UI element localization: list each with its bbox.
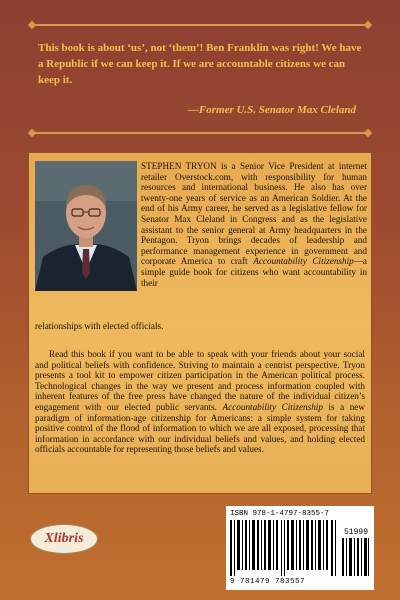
bottom-rule [32,132,368,134]
book-description [35,349,365,455]
ean-digits-text: 9 781479 783557 [230,578,306,586]
quote-attribution: —Former U.S. Senator Max Cleland [187,104,356,116]
author-photo [35,161,137,291]
author-bio-panel [28,152,372,494]
publisher-logo [30,524,98,554]
barcode-box [226,506,374,590]
bio-book-title: Accountability Citizenship [253,256,354,267]
barcode-icon [230,520,338,576]
price-code-text: 51999 [343,528,368,537]
description-book-title: Accountability Citizenship [222,401,323,412]
bio-lead: STEPHEN TRYON is a Senior Vice President at internet retailer Overstock.com, with responsibility for human resources and international business. He also has over twenty-one years of service as an American Soldier. At the end of his Army career, he served as a legislative fellow for Senator Max Cleland in Congress and as the legislative assistant to the senior general at Army headquarters in the Pentagon. Tryon brings decades of leadership and performance management experience in government and corporate America to craft [141,161,367,267]
description-part2: is a new paradigm of information-age citizenship for Americans: a simple system for taking positive control of the flood of information to which we are all exposed, processing that information in accordance with our individual beliefs and values, and holding elected officials accountable for representing those beliefs and values. [35,401,366,455]
top-rule [32,24,368,26]
bio-tail: relationships with elected officials. [35,321,164,331]
publisher-name: Xlibris [44,531,84,546]
bio-rest: —a simple guide book for citizens who want accountability in their [141,256,367,288]
isbn-text: ISBN 978-1-4797-8355-7 [230,510,330,518]
author-bio-text [141,161,367,288]
author-portrait-image [35,161,137,291]
endorsement-quote: This book is about ‘us’, not ‘them’! Ben Franklin was right! We have a Republic if we can keep it. If we are accountable citizens we can keep it. [38,42,362,86]
description-part1: Read this book if you want to be able to speak with your friends about your social and political beliefs with confidence. Striving to maintain a centrist perspective. Tryon presents a tool kit to empower citizen participation in the American political process. Technological changes in the way we present and process information coupled with inherent features of the free press have changed the nature of the individual citizen’s engagement with our elected public servants. [35,349,365,412]
price-barcode-icon [342,538,370,576]
